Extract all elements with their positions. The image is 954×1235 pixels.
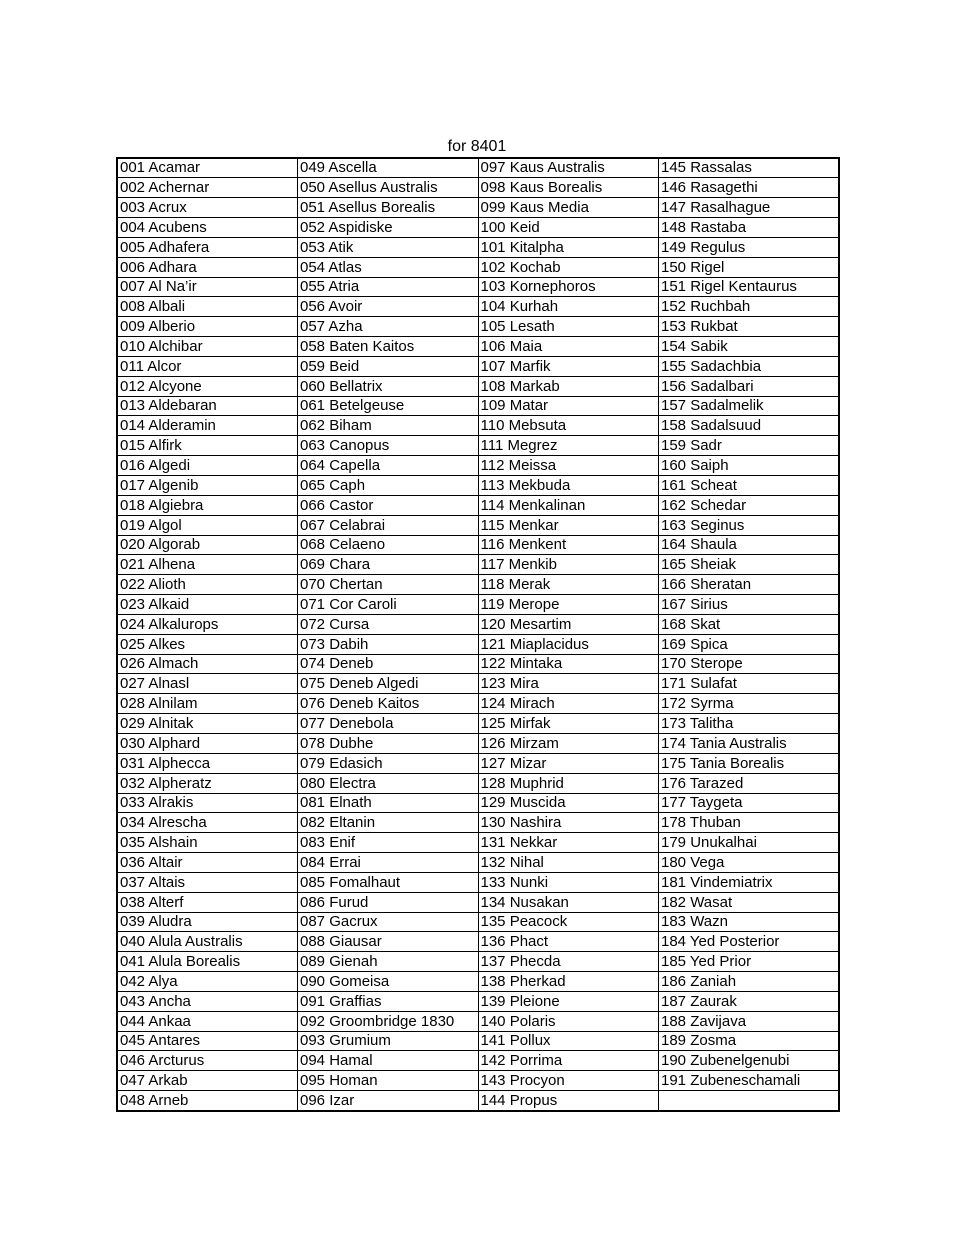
- table-cell: 056 Avoir: [298, 297, 479, 317]
- table-cell: 079 Edasich: [298, 753, 479, 773]
- table-cell: 034 Alrescha: [117, 813, 298, 833]
- table-cell: 188 Zavijava: [659, 1011, 840, 1031]
- table-cell: 023 Alkaid: [117, 595, 298, 615]
- table-cell: 038 Alterf: [117, 892, 298, 912]
- table-cell: 076 Deneb Kaitos: [298, 694, 479, 714]
- table-cell: 189 Zosma: [659, 1031, 840, 1051]
- table-row: [117, 237, 839, 257]
- table-cell: 093 Grumium: [298, 1031, 479, 1051]
- table-row: [117, 376, 839, 396]
- table-cell: 006 Adhara: [117, 257, 298, 277]
- table-cell: 141 Pollux: [478, 1031, 659, 1051]
- table-cell: 055 Atria: [298, 277, 479, 297]
- table-row: [117, 793, 839, 813]
- table-row: [117, 932, 839, 952]
- table-cell: 040 Alula Australis: [117, 932, 298, 952]
- table-cell: 026 Almach: [117, 654, 298, 674]
- table-cell: 022 Alioth: [117, 575, 298, 595]
- table-row: [117, 833, 839, 853]
- table-cell: 154 Sabik: [659, 337, 840, 357]
- table-cell: 190 Zubenelgenubi: [659, 1051, 840, 1071]
- table-cell: 186 Zaniah: [659, 972, 840, 992]
- table-cell: 035 Alshain: [117, 833, 298, 853]
- table-row: [117, 158, 839, 178]
- table-row: [117, 1051, 839, 1071]
- table-cell: 067 Celabrai: [298, 515, 479, 535]
- table-cell: 084 Errai: [298, 853, 479, 873]
- table-row: [117, 853, 839, 873]
- table-cell: 168 Skat: [659, 614, 840, 634]
- table-row: [117, 753, 839, 773]
- table-cell: 019 Algol: [117, 515, 298, 535]
- table-cell: 167 Sirius: [659, 595, 840, 615]
- table-cell: 061 Betelgeuse: [298, 396, 479, 416]
- table-cell: 077 Denebola: [298, 714, 479, 734]
- table-row: [117, 614, 839, 634]
- table-row: [117, 912, 839, 932]
- table-cell: 069 Chara: [298, 555, 479, 575]
- table-cell: 001 Acamar: [117, 158, 298, 178]
- table-row: [117, 1071, 839, 1091]
- table-cell: 104 Kurhah: [478, 297, 659, 317]
- table-cell: 074 Deneb: [298, 654, 479, 674]
- table-cell: 169 Spica: [659, 634, 840, 654]
- table-row: [117, 813, 839, 833]
- table-cell: 152 Ruchbah: [659, 297, 840, 317]
- table-cell: 177 Taygeta: [659, 793, 840, 813]
- table-cell: 163 Seginus: [659, 515, 840, 535]
- table-cell: 123 Mira: [478, 674, 659, 694]
- table-cell: 051 Asellus Borealis: [298, 198, 479, 218]
- table-cell: 037 Altais: [117, 872, 298, 892]
- table-row: [117, 515, 839, 535]
- table-cell: 118 Merak: [478, 575, 659, 595]
- table-cell: 081 Elnath: [298, 793, 479, 813]
- table-row: [117, 317, 839, 337]
- table-cell: 130 Nashira: [478, 813, 659, 833]
- table-row: [117, 277, 839, 297]
- table-cell: 182 Wasat: [659, 892, 840, 912]
- table-row: [117, 654, 839, 674]
- table-cell: 108 Markab: [478, 376, 659, 396]
- table-row: [117, 972, 839, 992]
- table-cell: 170 Sterope: [659, 654, 840, 674]
- table-cell: 150 Rigel: [659, 257, 840, 277]
- table-cell: 003 Acrux: [117, 198, 298, 218]
- table-row: [117, 892, 839, 912]
- table-cell: 114 Menkalinan: [478, 495, 659, 515]
- table-cell: 109 Matar: [478, 396, 659, 416]
- table-cell: 025 Alkes: [117, 634, 298, 654]
- table-cell: 057 Azha: [298, 317, 479, 337]
- table-cell: 062 Biham: [298, 416, 479, 436]
- table-cell: 089 Gienah: [298, 952, 479, 972]
- table-cell: 171 Sulafat: [659, 674, 840, 694]
- table-cell: 099 Kaus Media: [478, 198, 659, 218]
- table-cell: 033 Alrakis: [117, 793, 298, 813]
- table-cell: 110 Mebsuta: [478, 416, 659, 436]
- table-cell: 016 Algedi: [117, 456, 298, 476]
- table-cell: 098 Kaus Borealis: [478, 178, 659, 198]
- table-body: [117, 158, 839, 1111]
- table-cell: 132 Nihal: [478, 853, 659, 873]
- table-row: [117, 991, 839, 1011]
- table-row: [117, 575, 839, 595]
- table-row: [117, 1091, 839, 1111]
- table-cell: 102 Kochab: [478, 257, 659, 277]
- table-cell: 151 Rigel Kentaurus: [659, 277, 840, 297]
- table-cell: 086 Furud: [298, 892, 479, 912]
- table-cell: 008 Albali: [117, 297, 298, 317]
- table-cell: 153 Rukbat: [659, 317, 840, 337]
- table-cell: 039 Aludra: [117, 912, 298, 932]
- table-row: [117, 436, 839, 456]
- table-cell: 082 Eltanin: [298, 813, 479, 833]
- table-cell: 017 Algenib: [117, 476, 298, 496]
- table-cell: 083 Enif: [298, 833, 479, 853]
- table-cell: 122 Mintaka: [478, 654, 659, 674]
- table-cell: 133 Nunki: [478, 872, 659, 892]
- table-cell: 070 Chertan: [298, 575, 479, 595]
- table-cell: 126 Mirzam: [478, 733, 659, 753]
- table-row: [117, 634, 839, 654]
- table-cell: 131 Nekkar: [478, 833, 659, 853]
- table-cell: 024 Alkalurops: [117, 614, 298, 634]
- table-cell: 012 Alcyone: [117, 376, 298, 396]
- table-cell: 011 Alcor: [117, 356, 298, 376]
- table-cell: 013 Aldebaran: [117, 396, 298, 416]
- table-cell: 124 Mirach: [478, 694, 659, 714]
- table-cell: 041 Alula Borealis: [117, 952, 298, 972]
- table-cell: 115 Menkar: [478, 515, 659, 535]
- table-cell: 161 Scheat: [659, 476, 840, 496]
- table-cell: 028 Alnilam: [117, 694, 298, 714]
- table-row: [117, 416, 839, 436]
- table-cell: 160 Saiph: [659, 456, 840, 476]
- table-cell: 180 Vega: [659, 853, 840, 873]
- table-cell: 173 Talitha: [659, 714, 840, 734]
- table-cell: 155 Sadachbia: [659, 356, 840, 376]
- table-cell: 162 Schedar: [659, 495, 840, 515]
- table-cell: 053 Atik: [298, 237, 479, 257]
- star-name-table: [116, 157, 840, 1112]
- table-row: [117, 714, 839, 734]
- table-row: [117, 1031, 839, 1051]
- table-cell: 004 Acubens: [117, 218, 298, 238]
- table-cell: 030 Alphard: [117, 733, 298, 753]
- table-row: [117, 952, 839, 972]
- table-cell: 111 Megrez: [478, 436, 659, 456]
- table-cell: 066 Castor: [298, 495, 479, 515]
- table-cell: 021 Alhena: [117, 555, 298, 575]
- table-cell: 135 Peacock: [478, 912, 659, 932]
- table-row: [117, 257, 839, 277]
- table-cell: 176 Tarazed: [659, 773, 840, 793]
- table-row: [117, 674, 839, 694]
- table-cell: 119 Merope: [478, 595, 659, 615]
- table-cell: 063 Canopus: [298, 436, 479, 456]
- table-cell: 036 Altair: [117, 853, 298, 873]
- table-cell: 172 Syrma: [659, 694, 840, 714]
- table-row: [117, 356, 839, 376]
- table-cell: 010 Alchibar: [117, 337, 298, 357]
- table-cell: 059 Beid: [298, 356, 479, 376]
- table-row: [117, 198, 839, 218]
- table-cell: 137 Phecda: [478, 952, 659, 972]
- table-cell: 136 Phact: [478, 932, 659, 952]
- table-cell: 101 Kitalpha: [478, 237, 659, 257]
- table-cell: 054 Atlas: [298, 257, 479, 277]
- page-title: for 8401: [447, 138, 507, 155]
- table-cell: 117 Menkib: [478, 555, 659, 575]
- table-cell: 107 Marfik: [478, 356, 659, 376]
- table-row: [117, 396, 839, 416]
- table-row: [117, 1011, 839, 1031]
- table-cell: 095 Homan: [298, 1071, 479, 1091]
- table-cell: 145 Rassalas: [659, 158, 840, 178]
- table-cell: 042 Alya: [117, 972, 298, 992]
- table-cell: 073 Dabih: [298, 634, 479, 654]
- table-cell: 106 Maia: [478, 337, 659, 357]
- table-row: [117, 218, 839, 238]
- table-cell: 156 Sadalbari: [659, 376, 840, 396]
- table-cell: 144 Propus: [478, 1091, 659, 1111]
- table-row: [117, 872, 839, 892]
- table-cell: 045 Antares: [117, 1031, 298, 1051]
- table-cell: 149 Regulus: [659, 237, 840, 257]
- table-cell: 175 Tania Borealis: [659, 753, 840, 773]
- table-row: [117, 773, 839, 793]
- table-cell: 078 Dubhe: [298, 733, 479, 753]
- table-cell: 094 Hamal: [298, 1051, 479, 1071]
- table-cell: 046 Arcturus: [117, 1051, 298, 1071]
- table-cell: 048 Arneb: [117, 1091, 298, 1111]
- table-cell: 140 Polaris: [478, 1011, 659, 1031]
- table-cell: 009 Alberio: [117, 317, 298, 337]
- table-cell: 052 Aspidiske: [298, 218, 479, 238]
- table-row: [117, 297, 839, 317]
- table-row: [117, 694, 839, 714]
- table-cell: 075 Deneb Algedi: [298, 674, 479, 694]
- table-cell: 138 Pherkad: [478, 972, 659, 992]
- table-cell: 031 Alphecca: [117, 753, 298, 773]
- table-cell: 120 Mesartim: [478, 614, 659, 634]
- table-cell: 166 Sheratan: [659, 575, 840, 595]
- table-cell: 002 Achernar: [117, 178, 298, 198]
- table-cell: 191 Zubeneschamali: [659, 1071, 840, 1091]
- table-cell: 088 Giausar: [298, 932, 479, 952]
- table-cell: 080 Electra: [298, 773, 479, 793]
- table-cell: 043 Ancha: [117, 991, 298, 1011]
- table-cell: 096 Izar: [298, 1091, 479, 1111]
- table-cell: 129 Muscida: [478, 793, 659, 813]
- table-cell: 178 Thuban: [659, 813, 840, 833]
- table-cell: 139 Pleione: [478, 991, 659, 1011]
- table-cell: 058 Baten Kaitos: [298, 337, 479, 357]
- table-cell: 091 Graffias: [298, 991, 479, 1011]
- table-cell: 121 Miaplacidus: [478, 634, 659, 654]
- table-cell: 181 Vindemiatrix: [659, 872, 840, 892]
- table-cell: 105 Lesath: [478, 317, 659, 337]
- table-cell: 147 Rasalhague: [659, 198, 840, 218]
- table-cell: 103 Kornephoros: [478, 277, 659, 297]
- table-cell: 015 Alfirk: [117, 436, 298, 456]
- table-row: [117, 555, 839, 575]
- table-cell: 142 Porrima: [478, 1051, 659, 1071]
- table-cell: 044 Ankaa: [117, 1011, 298, 1031]
- table-cell: 179 Unukalhai: [659, 833, 840, 853]
- table-cell: 020 Algorab: [117, 535, 298, 555]
- table-cell: 148 Rastaba: [659, 218, 840, 238]
- table-row: [117, 495, 839, 515]
- table-cell: 049 Ascella: [298, 158, 479, 178]
- table-cell: [659, 1091, 840, 1111]
- table-cell: 134 Nusakan: [478, 892, 659, 912]
- table-cell: 157 Sadalmelik: [659, 396, 840, 416]
- table-cell: 113 Mekbuda: [478, 476, 659, 496]
- table-cell: 127 Mizar: [478, 753, 659, 773]
- table-cell: 068 Celaeno: [298, 535, 479, 555]
- table-cell: 071 Cor Caroli: [298, 595, 479, 615]
- table-cell: 184 Yed Posterior: [659, 932, 840, 952]
- table-cell: 064 Capella: [298, 456, 479, 476]
- table-row: [117, 595, 839, 615]
- table-cell: 072 Cursa: [298, 614, 479, 634]
- table-cell: 047 Arkab: [117, 1071, 298, 1091]
- table-cell: 128 Muphrid: [478, 773, 659, 793]
- table-cell: 183 Wazn: [659, 912, 840, 932]
- table-cell: 100 Keid: [478, 218, 659, 238]
- table-cell: 125 Mirfak: [478, 714, 659, 734]
- table-cell: 116 Menkent: [478, 535, 659, 555]
- table-row: [117, 456, 839, 476]
- table-cell: 060 Bellatrix: [298, 376, 479, 396]
- table-cell: 187 Zaurak: [659, 991, 840, 1011]
- table-cell: 085 Fomalhaut: [298, 872, 479, 892]
- table-cell: 112 Meissa: [478, 456, 659, 476]
- table-cell: 146 Rasagethi: [659, 178, 840, 198]
- table-row: [117, 733, 839, 753]
- table-cell: 185 Yed Prior: [659, 952, 840, 972]
- table-cell: 029 Alnitak: [117, 714, 298, 734]
- table-cell: 090 Gomeisa: [298, 972, 479, 992]
- table-row: [117, 178, 839, 198]
- table-cell: 065 Caph: [298, 476, 479, 496]
- table-cell: 032 Alpheratz: [117, 773, 298, 793]
- table-cell: 087 Gacrux: [298, 912, 479, 932]
- table-cell: 165 Sheiak: [659, 555, 840, 575]
- table-row: [117, 535, 839, 555]
- table-row: [117, 337, 839, 357]
- table-cell: 158 Sadalsuud: [659, 416, 840, 436]
- table-cell: 018 Algiebra: [117, 495, 298, 515]
- table-cell: 014 Alderamin: [117, 416, 298, 436]
- table-cell: 005 Adhafera: [117, 237, 298, 257]
- table-cell: 092 Groombridge 1830: [298, 1011, 479, 1031]
- table-cell: 007 Al Na’ir: [117, 277, 298, 297]
- table-cell: 027 Alnasl: [117, 674, 298, 694]
- table-cell: 143 Procyon: [478, 1071, 659, 1091]
- table-row: [117, 476, 839, 496]
- table-cell: 159 Sadr: [659, 436, 840, 456]
- table-cell: 097 Kaus Australis: [478, 158, 659, 178]
- table-cell: 050 Asellus Australis: [298, 178, 479, 198]
- table-cell: 174 Tania Australis: [659, 733, 840, 753]
- table-cell: 164 Shaula: [659, 535, 840, 555]
